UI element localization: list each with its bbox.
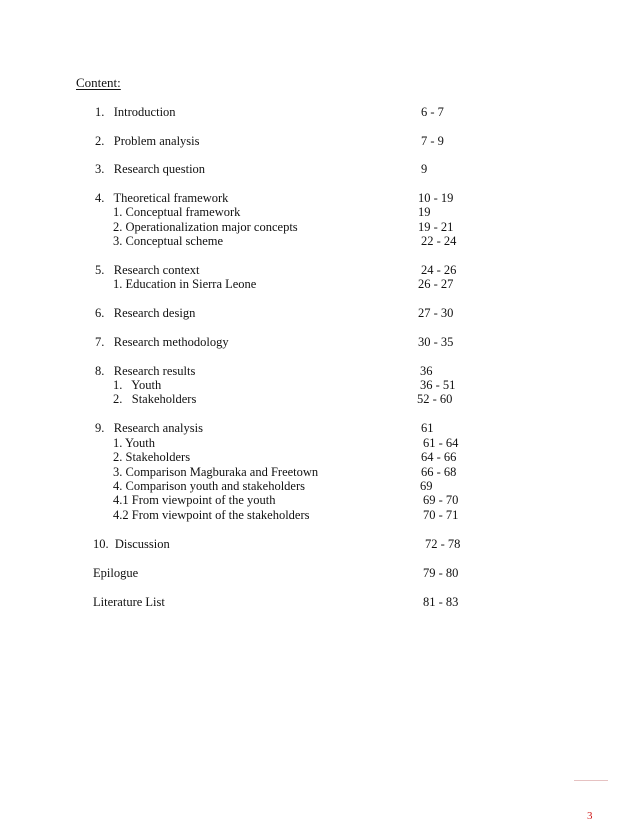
toc-subentry: 4.1 From viewpoint of the youth xyxy=(113,493,276,507)
toc-subentry: 1. Education in Sierra Leone xyxy=(113,277,257,291)
toc-subentry: 4.2 From viewpoint of the stakeholders xyxy=(113,508,310,522)
toc-entry-theoretical-framework: 4. Theoretical framework xyxy=(95,191,229,205)
toc-subentry: 1. Youth xyxy=(113,378,162,392)
toc-subpages: 19 - 21 xyxy=(418,220,454,234)
toc-pages-introduction: 6 - 7 xyxy=(421,105,444,119)
toc-subentry: 1. Conceptual framework xyxy=(113,205,241,219)
toc-entry-problem-analysis: 2. Problem analysis xyxy=(95,134,200,148)
toc-subentry: 3. Conceptual scheme xyxy=(113,234,224,248)
toc-subentry: 3. Comparison Magburaka and Freetown xyxy=(113,465,319,479)
toc-subentry: 2. Stakeholders xyxy=(113,450,191,464)
toc-pages-research-methodology: 30 - 35 xyxy=(418,335,454,349)
toc-entry-research-context: 5. Research context xyxy=(95,263,200,277)
toc-heading: Content: xyxy=(76,75,121,90)
toc-pages-epilogue: 79 - 80 xyxy=(423,566,459,580)
toc-entry-research-methodology: 7. Research methodology xyxy=(95,335,229,349)
toc-subentry: 2. Operationalization major concepts xyxy=(113,220,298,234)
toc-pages-research-results: 36 xyxy=(420,364,433,378)
toc-subentry: 4. Comparison youth and stakeholders xyxy=(113,479,305,493)
toc-pages-research-context: 24 - 26 xyxy=(421,263,457,277)
toc-subpages: 69 - 70 xyxy=(423,493,459,507)
toc-pages-theoretical-framework: 10 - 19 xyxy=(418,191,454,205)
toc-entry-research-results: 8. Research results xyxy=(95,364,196,378)
toc-pages-problem-analysis: 7 - 9 xyxy=(421,134,444,148)
toc-entry-discussion: 10. Discussion xyxy=(93,537,170,551)
toc-entry-epilogue: Epilogue xyxy=(93,566,139,580)
toc-subpages: 66 - 68 xyxy=(421,465,457,479)
page-number: 3 xyxy=(587,810,593,822)
toc-pages-research-analysis: 61 xyxy=(421,421,434,435)
toc-subentry: 1. Youth xyxy=(113,436,156,450)
toc-subpages: 69 xyxy=(420,479,433,493)
toc-entry-research-question: 3. Research question xyxy=(95,162,206,176)
toc-pages-research-design: 27 - 30 xyxy=(418,306,454,320)
toc-entry-literature-list: Literature List xyxy=(93,595,165,609)
toc-subpages: 52 - 60 xyxy=(417,392,453,406)
toc-subpages: 70 - 71 xyxy=(423,508,459,522)
toc-pages-research-question: 9 xyxy=(421,162,428,176)
toc-subpages: 64 - 66 xyxy=(421,450,457,464)
footer-rule xyxy=(574,780,608,781)
toc-subpages: 19 xyxy=(418,205,431,219)
toc-pages-literature-list: 81 - 83 xyxy=(423,595,459,609)
toc-subpages: 36 - 51 xyxy=(420,378,456,392)
toc-subpages: 61 - 64 xyxy=(423,436,459,450)
toc-entry-research-design: 6. Research design xyxy=(95,306,196,320)
toc-entry-research-analysis: 9. Research analysis xyxy=(95,421,203,435)
toc-subpages: 22 - 24 xyxy=(421,234,457,248)
toc-entry-introduction: 1. Introduction xyxy=(95,105,176,119)
toc-subentry: 2. Stakeholders xyxy=(113,392,197,406)
toc-subpages: 26 - 27 xyxy=(418,277,454,291)
toc-pages-discussion: 72 - 78 xyxy=(425,537,461,551)
